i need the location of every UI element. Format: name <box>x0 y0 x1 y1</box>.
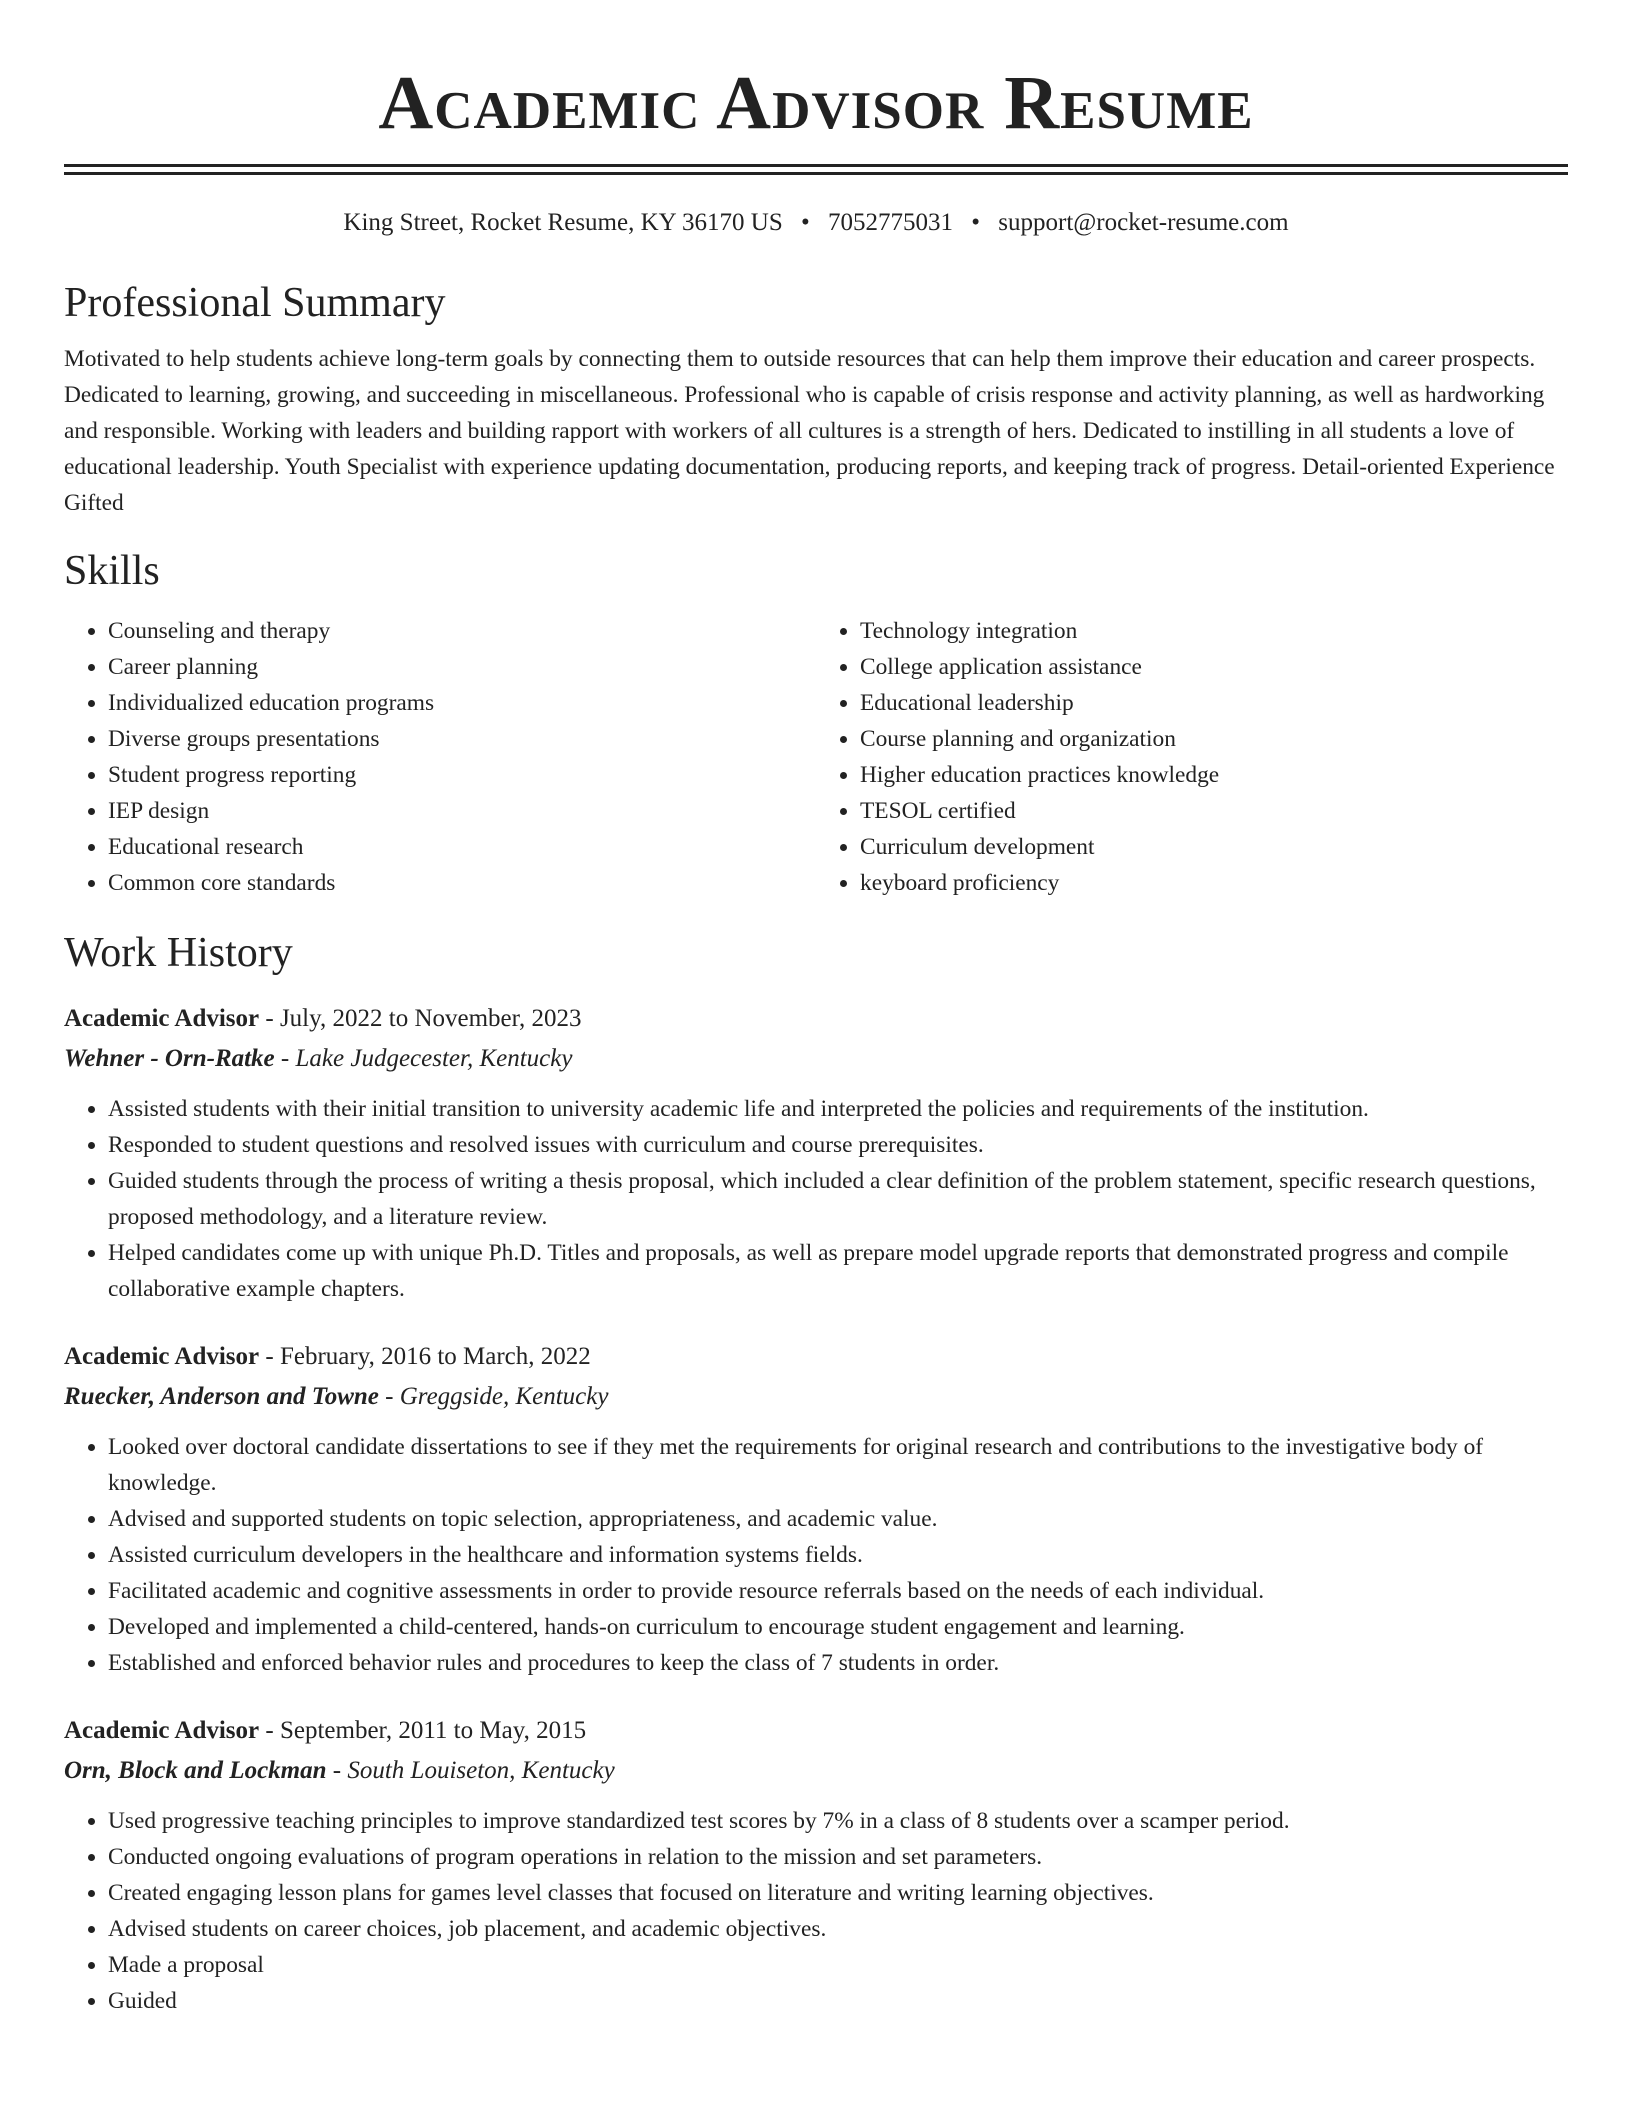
job-bullet: • Conducted ongoing evaluations of program operations in relation to the mission and set parameters. <box>108 1839 1568 1875</box>
job-entry <box>64 1711 1568 2019</box>
skill-item: • Diverse groups presentations <box>108 721 816 757</box>
work-history-section <box>64 927 1568 2019</box>
contact-phone: 7052775031 <box>828 209 953 236</box>
skill-item: • Common core standards <box>108 865 816 901</box>
skills-section <box>64 545 1568 901</box>
job-dash: - <box>265 1005 274 1032</box>
job-bullet: • Guided students through the process of writing a thesis proposal, which included a clear definition of the problem statement, specific research questions, proposed methodology, and a literature review. <box>108 1163 1568 1235</box>
section-heading-work-history: Work History <box>64 930 293 976</box>
contact-line <box>64 207 1568 239</box>
job-company: Orn, Block and Lockman <box>64 1757 327 1784</box>
job-dash: - <box>280 1045 290 1072</box>
job-bullets <box>64 1803 1568 2019</box>
job-bullet: • Assisted curriculum developers in the healthcare and information systems fields. <box>108 1537 1568 1573</box>
job-bullet: • Responded to student questions and resolved issues with curriculum and course prerequisites. <box>108 1127 1568 1163</box>
job-bullets <box>64 1091 1568 1307</box>
skills-columns <box>64 613 1568 901</box>
title-rule-top <box>64 164 1568 167</box>
job-bullet: • Advised students on career choices, job placement, and academic objectives. <box>108 1911 1568 1947</box>
job-bullet: • Used progressive teaching principles to improve standardized test scores by 7% in a class of 8 students over a scamper period. <box>108 1803 1568 1839</box>
title-rule-bottom <box>64 172 1568 175</box>
skills-list-left <box>64 613 816 901</box>
skill-item: • Technology integration <box>860 613 1568 649</box>
job-entry <box>64 999 1568 1307</box>
contact-separator: • <box>800 209 810 236</box>
job-bullet: • Made a proposal <box>108 1947 1568 1983</box>
job-bullet: • Facilitated academic and cognitive assessments in order to provide resource referrals based on the needs of each individual. <box>108 1573 1568 1609</box>
professional-summary-section <box>64 277 1568 521</box>
job-title: Academic Advisor <box>64 1717 260 1744</box>
job-company-line <box>64 1039 1568 1079</box>
job-company: Ruecker, Anderson and Towne <box>64 1383 379 1410</box>
skills-list-right <box>816 613 1568 901</box>
job-bullet: • Created engaging lesson plans for games level classes that focused on literature and writing learning objectives. <box>108 1875 1568 1911</box>
job-company: Wehner - Orn-Ratke <box>64 1045 275 1072</box>
job-title: Academic Advisor <box>64 1343 260 1370</box>
skill-item: • Student progress reporting <box>108 757 816 793</box>
job-location: South Louiseton, Kentucky <box>347 1757 615 1784</box>
job-dates: February, 2016 to March, 2022 <box>279 1343 591 1370</box>
skill-item: • Higher education practices knowledge <box>860 757 1568 793</box>
job-location: Lake Judgecester, Kentucky <box>295 1045 573 1072</box>
job-dash: - <box>265 1343 274 1370</box>
job-bullet: • Established and enforced behavior rules and procedures to keep the class of 7 students in order. <box>108 1645 1568 1681</box>
skill-item: • Career planning <box>108 649 816 685</box>
skill-item: • College application assistance <box>860 649 1568 685</box>
contact-address: King Street, Rocket Resume, KY 36170 US <box>343 209 783 236</box>
summary-text: Motivated to help students achieve long-term goals by connecting them to outside resources that can help them improve their education and career prospects. Dedicated to learning, growing, and succeeding in miscellaneous. Professional who is capable of crisis response and activity planning, as well as hardworking and responsible. Working with leaders and building rapport with workers of all cultures is a strength of hers. Dedicated to instilling in all students a love of educational leadership. Youth Specialist with experience updating documentation, producing reports, and keeping track of progress. Detail-oriented Experience Gifted <box>64 346 1555 516</box>
job-entry <box>64 1337 1568 1681</box>
job-title-line <box>64 1337 1568 1377</box>
skill-item: • Educational leadership <box>860 685 1568 721</box>
job-bullet: • Looked over doctoral candidate dissertations to see if they met the requirements for original research and contributions to the investigative body of knowledge. <box>108 1429 1568 1501</box>
job-location: Greggside, Kentucky <box>399 1383 609 1410</box>
contact-separator: • <box>971 209 981 236</box>
job-bullets <box>64 1429 1568 1681</box>
job-title: Academic Advisor <box>64 1005 260 1032</box>
job-title-line <box>64 999 1568 1039</box>
job-bullet: • Developed and implemented a child-centered, hands-on curriculum to encourage student engagement and learning. <box>108 1609 1568 1645</box>
job-title-line <box>64 1711 1568 1751</box>
section-heading-summary: Professional Summary <box>64 280 446 326</box>
skill-item: • Curriculum development <box>860 829 1568 865</box>
skill-item: • Individualized education programs <box>108 685 816 721</box>
job-bullet: • Guided <box>108 1983 1568 2019</box>
skill-item: • Educational research <box>108 829 816 865</box>
job-dash: - <box>332 1757 342 1784</box>
job-bullet: • Helped candidates come up with unique Ph.D. Titles and proposals, as well as prepare model upgrade reports that demonstrated progress and compile collaborative example chapters. <box>108 1235 1568 1307</box>
job-dash: - <box>385 1383 394 1410</box>
job-dates: September, 2011 to May, 2015 <box>279 1717 587 1744</box>
job-bullet: • Assisted students with their initial transition to university academic life and interpreted the policies and requirements of the institution. <box>108 1091 1568 1127</box>
skill-item: • keyboard proficiency <box>860 865 1568 901</box>
job-bullet: • Advised and supported students on topic selection, appropriateness, and academic value. <box>108 1501 1568 1537</box>
job-company-line <box>64 1751 1568 1791</box>
skill-item: • TESOL certified <box>860 793 1568 829</box>
resume-title: Academic Advisor Resume <box>378 61 1254 145</box>
skill-item: • IEP design <box>108 793 816 829</box>
section-heading-skills: Skills <box>64 548 160 594</box>
skill-item: • Course planning and organization <box>860 721 1568 757</box>
contact-email: support@rocket-resume.com <box>998 209 1289 236</box>
job-dash: - <box>265 1717 274 1744</box>
skill-item: • Counseling and therapy <box>108 613 816 649</box>
job-company-line <box>64 1377 1568 1417</box>
job-dates: July, 2022 to November, 2023 <box>279 1005 582 1032</box>
